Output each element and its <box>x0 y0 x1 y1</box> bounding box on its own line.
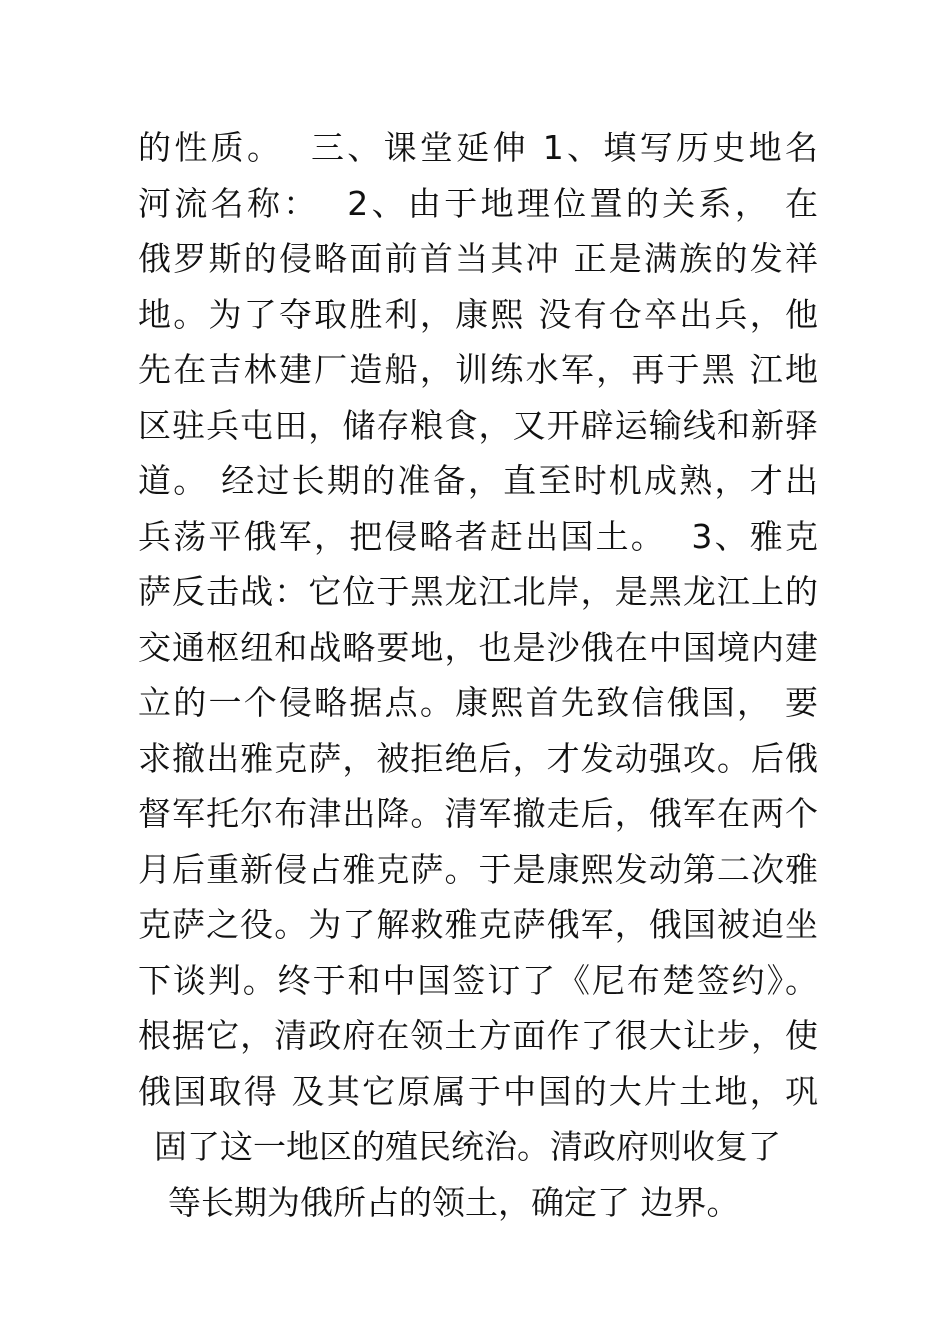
text-line: 立的一个侵略据点。康熙首先致信俄国， 要 <box>138 683 818 722</box>
text-line: 固了这一地区的殖民统治。清政府则收复了 <box>154 1127 781 1166</box>
text-line: 根据它，清政府在领土方面作了很大让步，使 <box>138 1016 818 1055</box>
text-line: 克萨之役。为了解救雅克萨俄军，俄国被迫坐 <box>138 905 818 944</box>
text-line: 道。 经过长期的准备，直至时机成熟，才出 <box>138 461 818 500</box>
text-line: 地。为了夺取胜利，康熙 没有仓卒出兵，他 <box>138 294 818 334</box>
text-line: 河流名称： 2、由于地理位置的关系， 在 <box>138 183 818 223</box>
text-line: 交通枢纽和战略要地，也是沙俄在中国境内建 <box>138 627 818 667</box>
text-line: 俄罗斯的侵略面前首当其冲 正是满族的发祥 <box>138 239 818 278</box>
body-text <box>138 120 818 1230</box>
text-line: 俄国取得 及其它原属于中国的大片土地，巩 <box>138 1071 818 1111</box>
text-line: 等长期为俄所占的领土，确定了 边界。 <box>168 1182 740 1222</box>
text-line: 督军托尔布津出降。清军撤走后，俄军在两个 <box>138 794 818 833</box>
text-line: 先在吉林建厂造船，训练水军，再于黑 江地 <box>138 350 818 389</box>
text-line: 萨反击战：它位于黑龙江北岸，是黑龙江上的 <box>138 572 818 611</box>
text-line: 月后重新侵占雅克萨。于是康熙发动第二次雅 <box>138 849 818 889</box>
text-line: 求撤出雅克萨，被拒绝后，才发动强攻。后俄 <box>138 738 818 778</box>
text-line: 兵荡平俄军，把侵略者赶出国土。 3、雅克 <box>138 516 818 556</box>
text-line: 的性质。 三、课堂延伸 1、填写历史地名 <box>138 128 818 167</box>
text-line: 下谈判。终于和中国签订了《尼布楚签约》。 <box>138 960 818 1000</box>
text-line: 区驻兵屯田，储存粮食，又开辟运输线和新驿 <box>138 405 818 445</box>
